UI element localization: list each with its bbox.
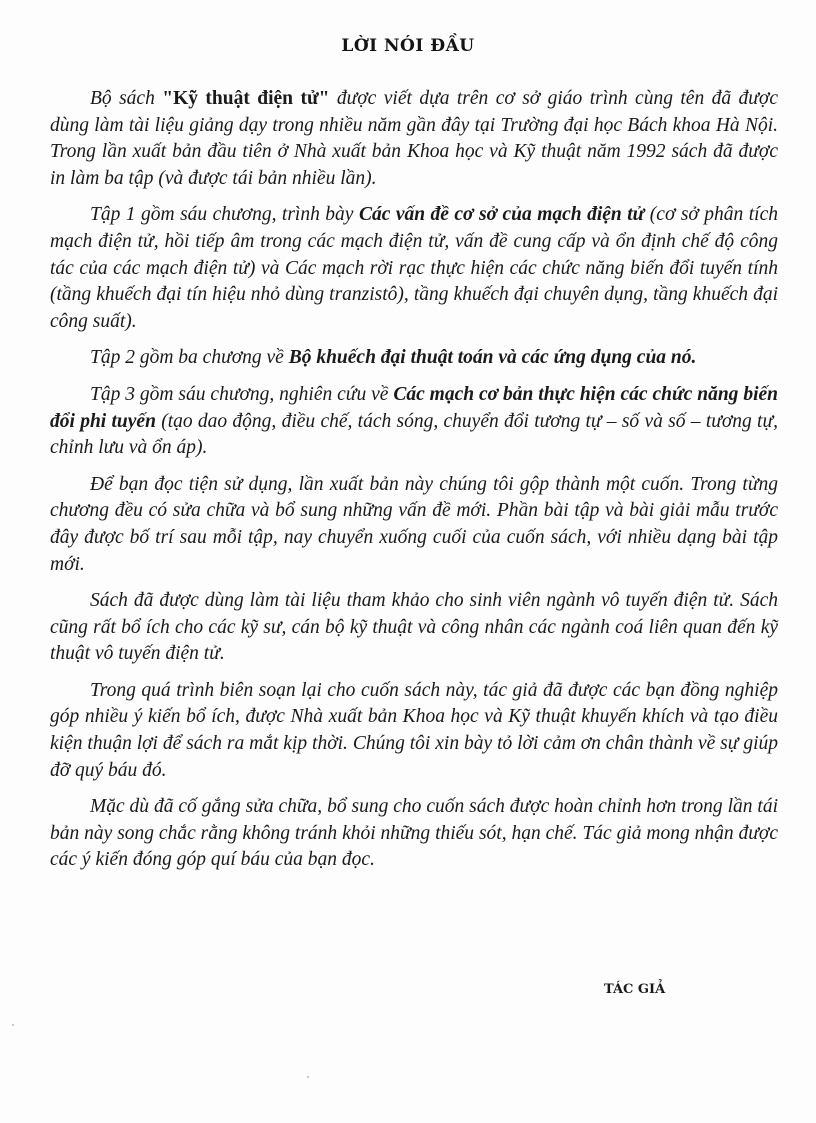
- paragraph-volume-2: [50, 345, 778, 372]
- paragraph-text: Bộ sách: [90, 88, 163, 109]
- paragraph-text: Trong quá trình biên soạn lại cho cuốn sách này, tác giả đã được các bạn đồng nghiệp góp nhiều ý kiến bổ ích, được Nhà xuất bản Khoa học và Kỹ thuật khuyến khích và tạo điều kiện thuận lợi để sách ra mắt kịp thời. Chúng tôi xin bày tỏ lời cảm ơn chân thành về sự giúp đỡ quý báu đó.: [50, 679, 778, 781]
- paragraph-audience: [50, 588, 778, 668]
- paragraph-text: Tập 1 gồm sáu chương, trình bày: [90, 204, 359, 226]
- paragraph-volume-3: [50, 382, 778, 462]
- page-title: LỜI NÓI ĐẦU: [341, 36, 475, 56]
- paragraph-volume-1: [50, 202, 778, 335]
- paragraph-text: Mặc dù đã cố gắng sửa chữa, bổ sung cho cuốn sách được hoàn chỉnh hơn trong lần tái bản này song chắc rằng không tránh khỏi những thiếu sót, hạn chế. Tác giả mong nhận được các ý kiến đóng góp quí báu của bạn đọc.: [50, 796, 778, 871]
- paragraph-text: Tập 3 gồm sáu chương, nghiên cứu về: [90, 383, 394, 405]
- paragraph-intro: [50, 86, 778, 192]
- paragraph-text: (cơ sở phân tích mạch điện tử, hồi tiếp âm trong các mạch điện tử, vấn đề cung cấp và ổn định chế độ công tác của các mạch điện tử) và Các mạch rời rạc thực hiện các chức năng biến đổi tuyến tính (tầng khuếch đại tín hiệu nhỏ dùng tranzistô), tầng khuếch đại chuyên dụng, tầng khuếch đại công suất).: [50, 204, 778, 332]
- emphasis-text: Bộ khuếch đại thuật toán và các ứng dụng của nó.: [288, 347, 697, 369]
- paragraph-text: Để bạn đọc tiện sử dụng, lần xuất bản này chúng tôi gộp thành một cuốn. Trong từng chương đều có sửa chữa và bổ sung những vấn đề mới. Phần bài tập và bài giải mẫu trước đây được bố trí sau mỗi tập, nay chuyển xuống cuối của cuốn sách, với nhiều dạng bài tập mới.: [50, 473, 778, 575]
- preface-body: [50, 86, 778, 884]
- scan-speck: [12, 1024, 14, 1026]
- paragraph-text: Tập 2 gồm ba chương về: [90, 347, 289, 369]
- scan-speck: [307, 1076, 309, 1078]
- emphasis-text: Các mạch cơ bản thực hiện các chức năng biến đổi phi tuyến: [50, 383, 778, 432]
- author-signature: TÁC GIẢ: [604, 982, 666, 997]
- emphasis-text: Các vấn đề cơ sở của mạch điện tử: [358, 204, 645, 226]
- paragraph-text: Sách đã được dùng làm tài liệu tham khảo cho sinh viên ngành vô tuyến điện tử. Sách cũng rất bổ ích cho các kỹ sư, cán bộ kỹ thuật và công nhân các ngành coá liên quan đến kỹ thuật vô tuyến điện tử.: [50, 590, 778, 665]
- paragraph-text: (tạo dao động, điều chế, tách sóng, chuyển đổi tương tự – số và số – tương tự, chỉnh lưu và ổn áp).: [50, 410, 778, 459]
- paragraph-text: được viết dựa trên cơ sở giáo trình cùng tên đã được dùng làm tài liệu giảng dạy trong nhiều năm gần đây tại Trường đại học Bách khoa Hà Nội. Trong lần xuất bản đầu tiên ở Nhà xuất bản Khoa học và Kỹ thuật năm 1992 sách đã được in làm ba tập (và được tái bản nhiều lần).: [50, 88, 778, 189]
- book-title-text: "Kỹ thuật điện tử": [162, 88, 330, 109]
- paragraph-edition: [50, 472, 778, 578]
- paragraph-closing: [50, 794, 778, 874]
- paragraph-thanks: [50, 678, 778, 784]
